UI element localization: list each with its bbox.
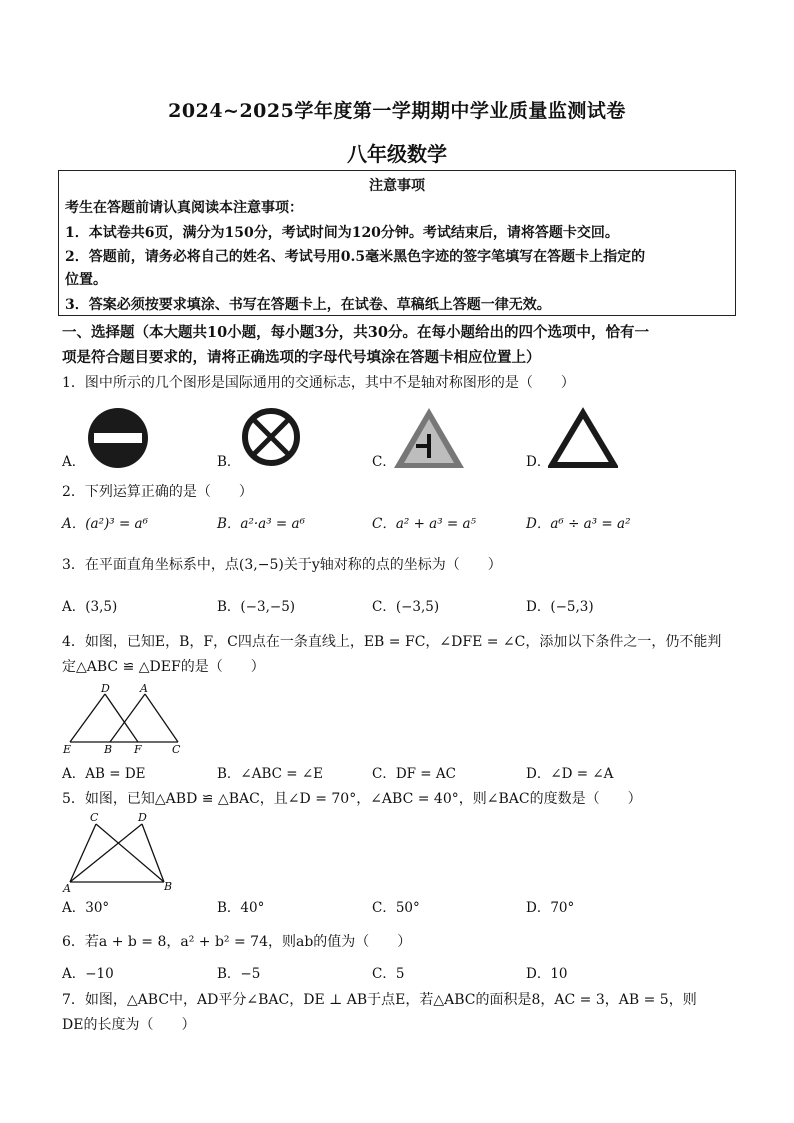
label-a: A: [140, 682, 148, 695]
question-7-stem: 7．如图，△ABC中，AD平分∠BAC，DE ⊥ AB于点E，若△ABC的面积是8，AC = 3，AB = 5，则: [62, 992, 697, 1008]
label-c: C: [90, 811, 99, 824]
no-entry-sign-icon: [85, 406, 151, 470]
question-4-option-d: D．∠D = ∠A: [526, 766, 614, 782]
label-e: E: [63, 743, 72, 756]
question-3-option-a: A．(3,5): [62, 599, 118, 615]
label-f: F: [134, 743, 142, 756]
label-a: A: [63, 882, 71, 894]
notice-box: [58, 170, 736, 316]
label-c: C: [172, 743, 181, 756]
question-4-option-b: B．∠ABC = ∠E: [217, 766, 324, 782]
question-7-stem-cont: DE的长度为（ ）: [62, 1017, 196, 1033]
question-5-option-a: A．30°: [62, 900, 110, 916]
question-6-option-d: D．10: [526, 966, 568, 982]
question-6-option-a: A．−10: [62, 966, 114, 982]
question-4-figure: [60, 682, 190, 756]
question-2-option-c: C．a² + a³ = a⁵: [372, 516, 476, 532]
notice-item-3: 3．答案必须按要求填涂、书写在答题卡上，在试卷、草稿纸上答题一律无效。: [65, 297, 551, 313]
question-3-stem: 3．在平面直角坐标系中，点(3,−5)关于y轴对称的点的坐标为（ ）: [62, 557, 502, 573]
question-2-option-d: D．a⁶ ÷ a³ = a²: [526, 516, 631, 532]
question-1-option-c: C．: [372, 454, 396, 470]
question-4-option-a: A．AB = DE: [62, 766, 146, 782]
notice-heading: 注意事项: [369, 178, 425, 194]
section-heading: 一、选择题（本大题共10小题，每小题3分，共30分。在每小题给出的四个选项中，恰有一: [62, 324, 649, 341]
notice-item-1: 1．本试卷共6页，满分为150分，考试时间为120分钟。考试结束后，请将答题卡交回。: [65, 225, 619, 241]
question-5-stem: 5．如图，已知△ABD ≌ △BAC，且∠D = 70°，∠ABC = 40°，则∠BAC的度数是（ ）: [62, 791, 642, 807]
question-1-stem: 1．图中所示的几个图形是国际通用的交通标志，其中不是轴对称图形的是（ ）: [62, 375, 575, 391]
question-1-option-b: B．: [217, 454, 241, 470]
question-4-stem: 4．如图，已知E，B，F，C四点在一条直线上，EB = FC，∠DFE = ∠C，添加以下条件之一，仍不能判: [62, 634, 722, 650]
notice-item-2-cont: 位置。: [65, 272, 107, 288]
question-5-option-d: D．70°: [526, 900, 575, 916]
label-b: B: [164, 880, 173, 893]
question-4-option-c: C．DF = AC: [372, 766, 456, 782]
question-1-option-d: D．: [526, 454, 551, 470]
question-2-option-a: A．(a²)³ = a⁶: [62, 516, 149, 532]
question-5-figure: [60, 810, 180, 894]
question-5-option-c: C．50°: [372, 900, 420, 916]
question-4-stem-cont: 定△ABC ≌ △DEF的是（ ）: [62, 659, 265, 675]
label-d: D: [138, 811, 147, 824]
question-1-option-a: A．: [62, 454, 86, 470]
notice-intro: 考生在答题前请认真阅读本注意事项：: [65, 200, 303, 216]
triangle-warning-sign-icon: [548, 407, 618, 469]
exam-subtitle: 八年级数学: [347, 142, 447, 166]
section-heading-cont: 项是符合题目要求的，请将正确选项的字母代号填涂在答题卡相应位置上）: [62, 349, 541, 366]
question-3-option-b: B．(−3,−5): [217, 599, 296, 615]
label-b: B: [104, 743, 113, 756]
question-2-option-b: B．a²·a³ = a⁶: [217, 516, 305, 532]
question-3-option-d: D．(−5,3): [526, 599, 594, 615]
crossed-circle-sign-icon: [240, 406, 302, 468]
label-d: D: [101, 682, 110, 695]
question-6-option-b: B．−5: [217, 966, 261, 982]
question-2-stem: 2．下列运算正确的是（ ）: [62, 484, 253, 500]
question-5-option-b: B．40°: [217, 900, 265, 916]
question-6-option-c: C．5: [372, 966, 405, 982]
t-junction-warning-sign-icon: [392, 406, 466, 470]
question-3-option-c: C．(−3,5): [372, 599, 440, 615]
exam-title: 2024~2025学年度第一学期期中学业质量监测试卷: [168, 100, 626, 122]
notice-item-2: 2．答题前，请务必将自己的姓名、考试号用0.5毫米黑色字迹的签字笔填写在答题卡上指定的: [65, 249, 646, 265]
question-6-stem: 6．若a + b = 8，a² + b² = 74，则ab的值为（ ）: [62, 934, 412, 950]
